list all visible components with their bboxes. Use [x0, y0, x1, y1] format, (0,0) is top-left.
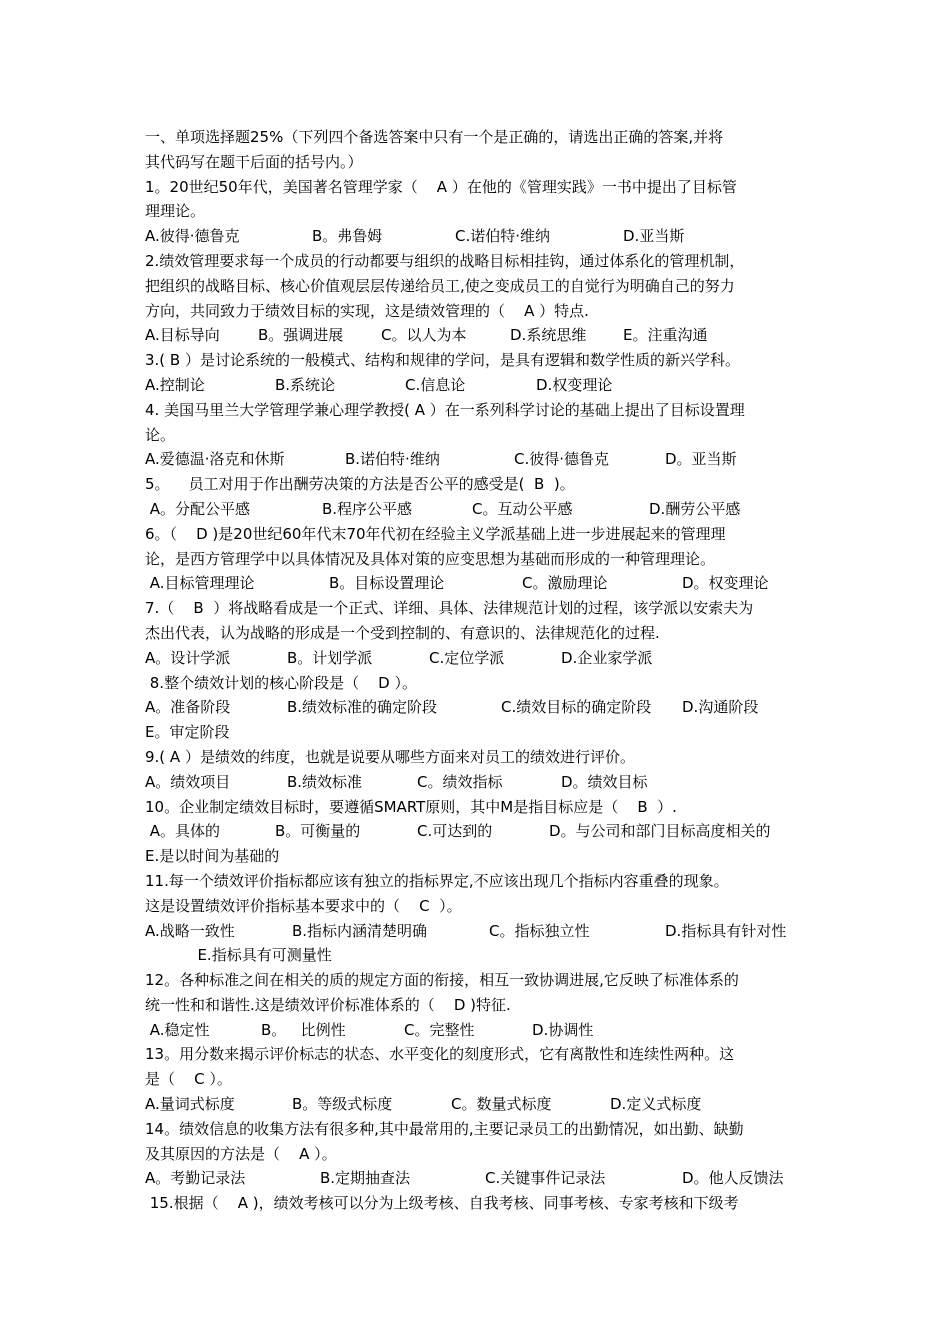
option-b: B。计划学派 [287, 648, 373, 667]
option-d: D。与公司和部门目标高度相关的 [549, 822, 771, 841]
option-b: B。等级式标度 [292, 1095, 393, 1114]
options-line [145, 497, 815, 522]
text-line [145, 274, 815, 299]
option-b: B。强调进展 [258, 326, 344, 345]
text-segment: 15.根据（ A )，绩效考核可以分为上级考核、自我考核、同事考核、专家考核和下级考 [145, 1194, 739, 1213]
text-segment: 12。各种标准之间在相关的质的规定方面的衔接，相互一致协调进展,它反映了标准体系的 [145, 971, 739, 990]
option-a: A.彼得·德鲁克 [145, 227, 240, 246]
option-c: C.绩效目标的确定阶段 [501, 698, 652, 717]
options-line [145, 447, 815, 472]
option-c: C.定位学派 [429, 648, 505, 667]
question-line [145, 249, 815, 274]
option-b: B.定期抽查法 [320, 1169, 411, 1188]
option-d: D。他人反馈法 [682, 1169, 784, 1188]
option-c: C。绩效指标 [417, 772, 503, 791]
option-a: A。分配公平感 [145, 499, 251, 518]
text-segment: 方向，共同致力于绩效目标的实现，这是绩效管理的（ A ）特点. [145, 301, 589, 320]
options-line [145, 1092, 815, 1117]
text-line [145, 423, 815, 448]
question-line [145, 795, 815, 820]
option-a: A。具体的 [145, 822, 221, 841]
text-segment: 6。（ D )是20世纪60年代末70年代初在经验主义学派基础上进一步进展起来的管理理 [145, 524, 726, 543]
option-c: C.彼得·德鲁克 [514, 450, 610, 469]
option-d: D.亚当斯 [623, 227, 685, 246]
option-a: A.目标管理理论 [145, 574, 255, 593]
options-line [145, 819, 815, 844]
option-b: B.绩效标准的确定阶段 [287, 698, 438, 717]
text-segment: 2.绩效管理要求每一个成员的行动都要与组织的战略目标相挂钩，通过体系化的管理机制， [145, 251, 745, 270]
text-line [145, 1067, 815, 1092]
option-b: B.指标内涵清楚明确 [292, 921, 428, 940]
question-line [145, 596, 815, 621]
text-segment: 3.( B ）是讨论系统的一般模式、结构和规律的学问，是具有逻辑和数学性质的新兴学科。 [145, 351, 740, 370]
text-segment: 是（ C ）。 [145, 1070, 232, 1089]
option-e: E。注重沟通 [623, 326, 708, 345]
text-segment: 一、单项选择题25%（下列四个备选答案中只有一个是正确的，请选出正确的答案,并将 [145, 128, 724, 146]
options-line [145, 646, 815, 671]
option-a: A.量词式标度 [145, 1095, 235, 1114]
option-b: B。目标设置理论 [329, 574, 445, 593]
text-line [145, 547, 815, 572]
options-line [145, 224, 815, 249]
option-b: B.系统论 [275, 375, 336, 394]
option-d: D。权变理论 [682, 574, 769, 593]
question-line [145, 1117, 815, 1142]
question-line [145, 671, 815, 696]
option-c: C.可达到的 [417, 822, 493, 841]
option-d: D.权变理论 [536, 375, 613, 394]
options-line [145, 323, 815, 348]
option-a: A。设计学派 [145, 648, 231, 667]
question-line [145, 398, 815, 423]
option-d: D.指标具有针对性 [665, 921, 787, 940]
option-c: C.诺伯特·维纳 [455, 227, 551, 246]
option-a: A.目标导向 [145, 326, 220, 345]
text-line [145, 1142, 815, 1167]
option-a: A.控制论 [145, 375, 205, 394]
question-line [145, 745, 815, 770]
option-c: C。完整性 [404, 1020, 475, 1039]
options-line [145, 1018, 815, 1043]
text-segment: 14。绩效信息的收集方法有很多种,其中最常用的,主要记录员工的出勤情况，如出勤、缺勤 [145, 1119, 744, 1138]
text-segment: 理理论。 [145, 202, 206, 221]
options-line [145, 571, 815, 596]
option-d: D.企业家学派 [561, 648, 653, 667]
text-segment: 7.（ B ）将战略看成是一个正式、详细、具体、法律规范计划的过程，该学派以安索夫为 [145, 599, 754, 618]
text-segment: 把组织的战略目标、核心价值观层层传递给员工,使之变成员工的自觉行为明确自己的努力 [145, 276, 735, 295]
text-segment: 杰出代表，认为战略的形成是一个受到控制的、有意识的、法律规范化的过程. [145, 623, 660, 642]
option-d: D。绩效目标 [561, 772, 648, 791]
options-line [145, 373, 815, 398]
option-e: E.指标具有可测量性 [145, 946, 332, 965]
question-line [145, 348, 815, 373]
text-segment: 1。20世纪50年代，美国著名管理学家（ A ）在他的《管理实践》一书中提出了目标管 [145, 177, 737, 196]
option-c: C.信息论 [405, 375, 466, 394]
option-e: E。审定阶段 [145, 723, 230, 742]
text-segment: 统一性和和谐性.这是绩效评价标准体系的（ D )特征. [145, 995, 511, 1014]
option-a: A.战略一致性 [145, 921, 235, 940]
option-e: E.是以时间为基础的 [145, 847, 280, 866]
text-segment: 5。 员工对用于作出酬劳决策的方法是否公平的感受是( B )。 [145, 475, 575, 494]
option-d: D.协调性 [532, 1020, 594, 1039]
option-c: C。以人为本 [381, 326, 467, 345]
text-segment: 8.整个绩效计划的核心阶段是（ D ）。 [145, 673, 417, 692]
options-line [145, 943, 815, 968]
text-segment: 4. 美国马里兰大学管理学兼心理学教授( A ）在一系列科学讨论的基础上提出了目标设置理 [145, 400, 745, 419]
text-segment: 论。 [145, 425, 176, 444]
options-line [145, 844, 815, 869]
options-line [145, 770, 815, 795]
text-segment: 这是设置绩效评价指标基本要求中的（ C ）。 [145, 896, 462, 915]
option-c: C。互动公平感 [472, 499, 573, 518]
text-segment: 及其原因的方法是（ A ）。 [145, 1144, 337, 1163]
text-segment: 11.每一个绩效评价指标都应该有独立的指标界定,不应该出现几个指标内容重叠的现象。 [145, 871, 729, 890]
question-list [145, 125, 815, 1216]
option-d: D.系统思维 [510, 326, 587, 345]
text-segment: 9.( A ）是绩效的纬度，也就是说要从哪些方面来对员工的绩效进行评价。 [145, 747, 635, 766]
question-line [145, 472, 815, 497]
option-a: A。绩效项目 [145, 772, 231, 791]
text-line [145, 993, 815, 1018]
option-b: B。可衡量的 [275, 822, 361, 841]
option-d: D。亚当斯 [665, 450, 737, 469]
option-b: B。 比例性 [261, 1020, 346, 1039]
question-line [145, 522, 815, 547]
question-line [145, 175, 815, 200]
option-d: D.酬劳公平感 [649, 499, 741, 518]
text-segment: 13。用分数来揭示评价标志的状态、水平变化的刻度形式，它有离散性和连续性两种。这 [145, 1045, 735, 1064]
option-c: C.关键事件记录法 [485, 1169, 606, 1188]
question-line [145, 1191, 815, 1216]
option-a: A。考勤记录法 [145, 1169, 246, 1188]
question-line [145, 869, 815, 894]
text-line [145, 199, 815, 224]
option-b: B。弗鲁姆 [312, 227, 383, 246]
text-segment: 其代码写在题干后面的括号内。） [145, 152, 363, 171]
option-b: B.诺伯特·维纳 [345, 450, 440, 469]
option-a: A。准备阶段 [145, 698, 231, 717]
question-line [145, 968, 815, 993]
option-c: C。数量式标度 [451, 1095, 552, 1114]
text-line [145, 299, 815, 324]
question-line [145, 1042, 815, 1067]
text-line [145, 894, 815, 919]
option-a: A.爱德温·洛克和休斯 [145, 450, 285, 469]
options-line [145, 919, 815, 944]
option-b: B.绩效标准 [287, 772, 363, 791]
option-a: A.稳定性 [145, 1020, 210, 1039]
option-c: C。指标独立性 [489, 921, 590, 940]
section-heading-line [145, 125, 815, 150]
option-d: D.定义式标度 [610, 1095, 702, 1114]
options-line [145, 720, 815, 745]
options-line [145, 695, 815, 720]
option-b: B.程序公平感 [322, 499, 413, 518]
option-c: C。激励理论 [522, 574, 608, 593]
text-line [145, 621, 815, 646]
text-segment: 论，是西方管理学中以具体情况及具体对策的应变思想为基础而形成的一种管理理论。 [145, 549, 716, 568]
text-segment: 10。企业制定绩效目标时，要遵循SMART原则，其中M是指目标应是（ B ）. [145, 797, 677, 816]
option-d: D.沟通阶段 [682, 698, 759, 717]
options-line [145, 1166, 815, 1191]
text-line [145, 150, 815, 175]
